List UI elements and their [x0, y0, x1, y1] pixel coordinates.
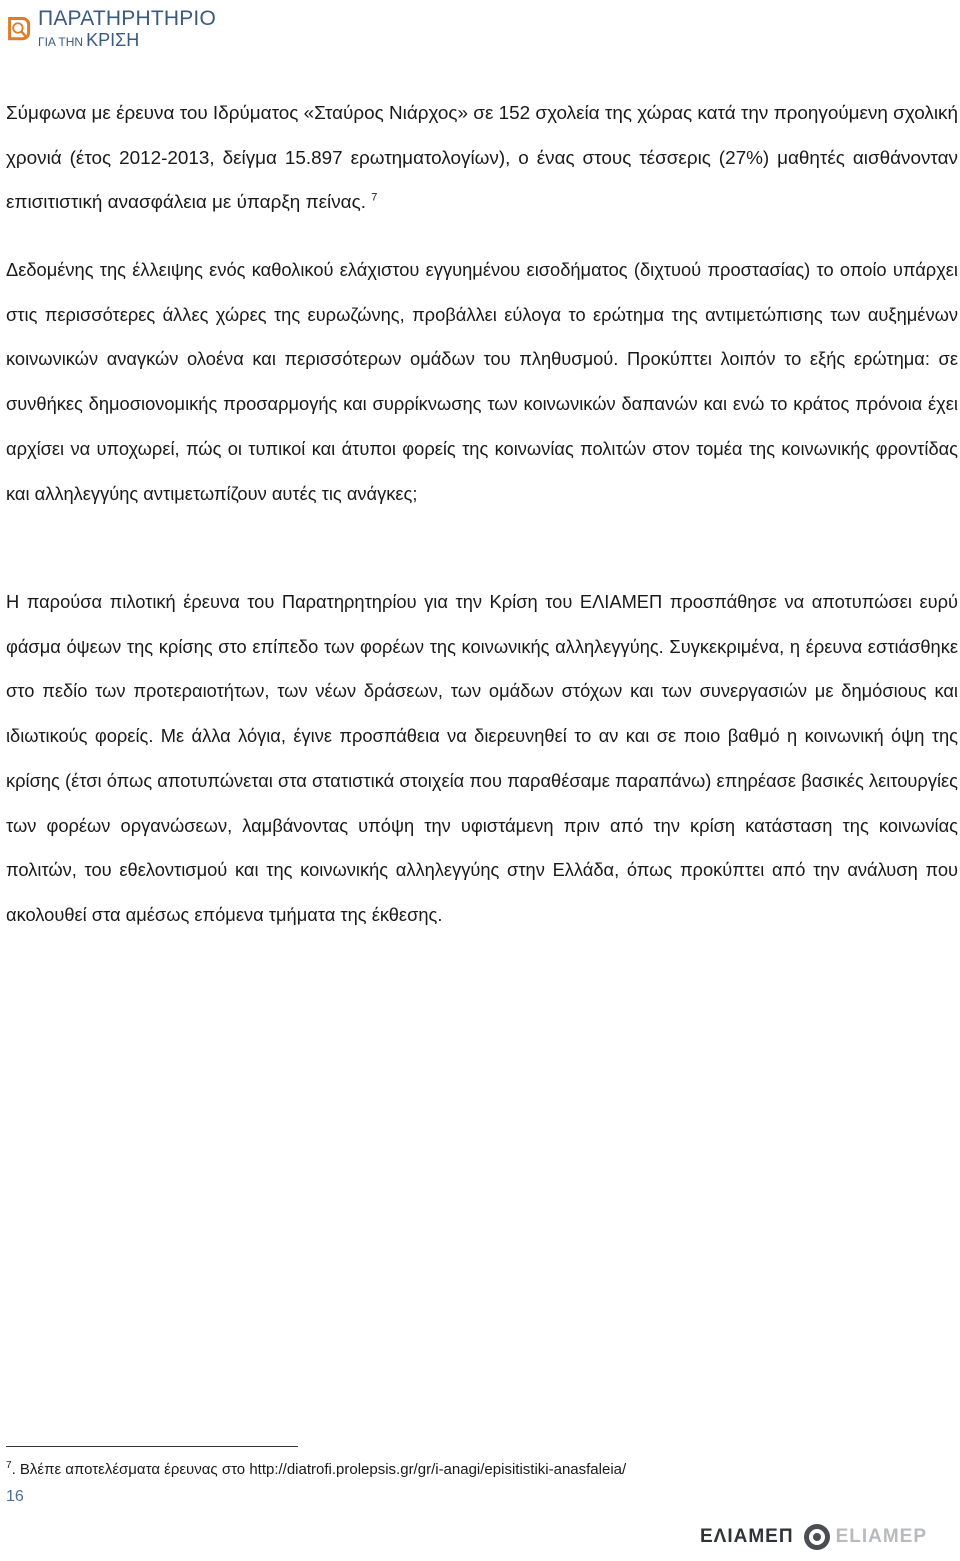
- paragraph-3: Η παρούσα πιλοτική έρευνα του Παρατηρητηρίου για την Κρίση του ΕΛΙΑΜΕΠ προσπάθησε να αποτυπώσει ευρύ φάσμα όψεων της κρίσης στο επίπεδο των φορέων της κοινωνικής αλληλεγγύης. Συγκεκριμένα, η έρευνα εστιάσθηκε στο πεδίο των προτεραιοτήτων, των νέων δράσεων, των ομάδων στόχων και των συνεργασιών με δημόσιους και ιδιωτικούς φορείς. Με άλλα λόγια, έγινε προσπάθεια να διερευνηθεί το αν και σε ποιο βαθμό η κοινωνική όψη της κρίσης (έτσι όπως αποτυπώνεται στα στατιστικά στοιχεία που παραθέσαμε παραπάνω) επηρέασε βασικές λειτουργίες των φορέων οργανώσεων, λαμβάνοντας υπόψη την υφιστάμενη πριν από την κρίση κατάσταση της κοινωνίας πολιτών, του εθελοντισμού και της κοινωνικής αλληλεγγύης στην Ελλάδα, όπως προκύπτει από την ανάλυση που ακολουθεί στα αμέσως επόμενα τμήματα της έκθεσης.: [6, 591, 958, 925]
- logo-text: [38, 8, 216, 49]
- logo-subtitle-small: ΓΙΑ ΤΗΝ: [37, 34, 84, 49]
- paragraph-1: [6, 92, 958, 226]
- paragraph-1-text: Σύμφωνα με έρευνα του Ιδρύματος «Σταύρος Νιάρχος» σε 152 σχολεία της χώρας κατά την προηγούμενη σχολική χρονιά (έτος 2012-2013, δείγμα 15.897 ερωτηματολογίων), ο ένας στους τέσσερις (27%) μαθητές αισθάνονταν επισιτιστική ανασφάλεια με ύπαρξη πείνας.: [6, 103, 958, 214]
- footnote-text[interactable]: . Βλέπε αποτελέσματα έρευνας στο http://diatrofi.prolepsis.gr/gr/i-anagi/episitistiki-anasfaleia/: [11, 1461, 627, 1478]
- logo-title: ΠΑΡΑΤΗΡΗΤΗΡΙΟ: [37, 6, 216, 30]
- footnote-mark: 7: [6, 1460, 12, 1471]
- eliamep-emblem-icon: [802, 1522, 832, 1552]
- header-logo: [6, 4, 216, 52]
- footnote-divider: [6, 1446, 298, 1447]
- eliamep-logo-greek: ΕΛΙΑΜΕΠ: [700, 1526, 794, 1547]
- page-number: 16: [6, 1488, 24, 1505]
- logo-subtitle: [38, 31, 216, 49]
- magnifier-logo-icon: [6, 6, 31, 50]
- logo-subtitle-big: ΚΡΙΣΗ: [86, 29, 140, 50]
- eliamep-logo-latin: ELIAMEP: [835, 1526, 928, 1547]
- footnote-reference[interactable]: 7: [371, 192, 378, 205]
- paragraph-2: Δεδομένης της έλλειψης ενός καθολικού ελάχιστου εγγυημένου εισοδήματος (διχτυού προστασίας) το οποίο υπάρχει στις περισσότερες άλλες χώρες της ευρωζώνης, προβάλλει εύλογα το ερώτημα της αντιμετώπισης των αυξημένων κοινωνικών αναγκών ολοένα και περισσότερων ομάδων του πληθυσμού. Προκύπτει λοιπόν το εξής ερώτημα: σε συνθήκες δημοσιονομικής προσαρμογής και συρρίκνωσης των κοινωνικών δαπανών και ενώ το κράτος πρόνοια έχει αρχίσει να υποχωρεί, πώς οι τυπικοί και άτυποι φορείς της κοινωνίας πολιτών στον τομέα της κοινωνικής φροντίδας και αλληλεγγύης αντιμετωπίζουν αυτές τις ανάγκες;: [6, 259, 958, 504]
- eliamep-logo: [700, 1520, 950, 1554]
- footnote: [6, 1456, 626, 1480]
